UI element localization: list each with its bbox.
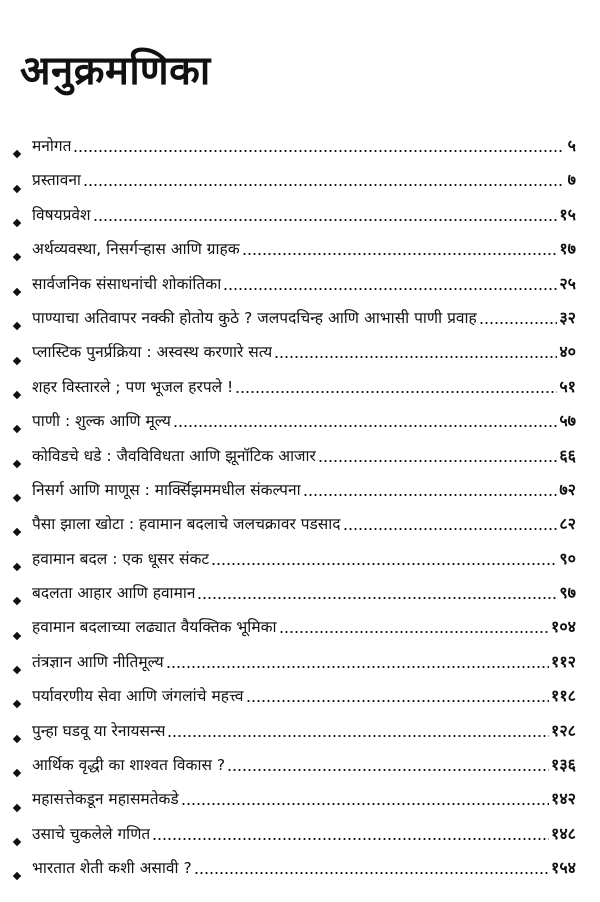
toc-entry	[14, 444, 576, 478]
dot-leader	[152, 825, 549, 841]
dot-leader	[211, 550, 557, 566]
page-number: १४२	[551, 789, 576, 809]
page-number: १५४	[551, 858, 576, 878]
entry-title: प्लास्टिक पुनर्प्रक्रिया : अस्वस्थ करणारे सत्य	[32, 343, 273, 362]
entry-title: प्रस्तावना	[32, 171, 81, 190]
diamond-bullet-icon	[13, 735, 21, 743]
dot-leader	[318, 447, 557, 463]
toc-entry	[14, 787, 576, 821]
dot-leader	[235, 378, 557, 394]
diamond-bullet-icon	[13, 563, 21, 571]
diamond-bullet-icon	[13, 184, 21, 192]
toc-entry	[14, 306, 576, 340]
diamond-bullet-icon	[13, 253, 21, 261]
toc-entry	[14, 168, 576, 202]
dot-leader	[166, 653, 549, 669]
dot-leader	[343, 516, 558, 532]
page-number: १३६	[551, 755, 576, 775]
toc-entry	[14, 822, 576, 856]
toc-entry	[14, 237, 576, 271]
toc-entry	[14, 478, 576, 512]
entry-title: पाणी : शुल्क आणि मूल्य	[32, 412, 171, 431]
toc-entry	[14, 547, 576, 581]
diamond-bullet-icon	[13, 872, 21, 880]
diamond-bullet-icon	[13, 803, 21, 811]
page-number: ५७	[559, 411, 576, 431]
dot-leader	[246, 688, 549, 704]
entry-title: भारतात शेती कशी असावी ?	[32, 859, 192, 878]
page-number: १२८	[551, 720, 576, 740]
toc-entry	[14, 203, 576, 237]
dot-leader	[279, 619, 550, 635]
toc-entry	[14, 753, 576, 787]
page-number: ५	[567, 136, 576, 155]
page-number: १७	[559, 239, 576, 259]
page-number: ६६	[559, 445, 576, 465]
page-number: ८२	[559, 514, 576, 534]
page-number: ३२	[559, 307, 576, 327]
diamond-bullet-icon	[13, 322, 21, 330]
toc-entry	[14, 409, 576, 443]
entry-title: पैसा झाला खोटा : हवामान बदलाचे जलचक्रावर पडसाद	[32, 515, 341, 534]
diamond-bullet-icon	[13, 700, 21, 708]
entry-title: कोविडचे धडे : जैवविविधता आणि झूनॉटिक आजार	[32, 446, 316, 465]
toc-entry	[14, 512, 576, 546]
entry-title: पाण्याचा अतिवापर नक्की होतोय कुठे ? जलपदचिन्ह आणि आभासी पाणी प्रवाह	[32, 308, 477, 327]
page-number: ९७	[559, 583, 576, 603]
entry-title: उसाचे चुकलेले गणित	[32, 824, 151, 843]
diamond-bullet-icon	[13, 459, 21, 467]
toc-entry	[14, 272, 576, 306]
diamond-bullet-icon	[13, 838, 21, 846]
entry-title: निसर्ग आणि माणूस : मार्क्सिझममधील संकल्पना	[32, 480, 301, 499]
dot-leader	[227, 757, 549, 773]
toc-entry	[14, 856, 576, 890]
page-number: १०४	[551, 617, 576, 637]
entry-title: सार्वजनिक संसाधनांची शोकांतिका	[32, 274, 222, 293]
dot-leader	[93, 206, 558, 222]
dot-leader	[197, 585, 557, 601]
entry-title: हवामान बदलाच्या लढ्यात वैयक्तिक भूमिका	[32, 618, 277, 637]
dot-leader	[83, 172, 562, 188]
diamond-bullet-icon	[13, 666, 21, 674]
dot-leader	[173, 413, 558, 429]
dot-leader	[73, 138, 562, 154]
toc-entry	[14, 134, 576, 168]
diamond-bullet-icon	[13, 150, 21, 158]
dot-leader	[167, 722, 549, 738]
dot-leader	[194, 860, 549, 876]
page-number: ७	[567, 170, 576, 190]
diamond-bullet-icon	[13, 528, 21, 536]
page-number: ११८	[551, 686, 576, 706]
page-number: १५	[559, 204, 576, 224]
toc-entry	[14, 650, 576, 684]
diamond-bullet-icon	[13, 494, 21, 502]
page-title: अनुक्रमणिका	[20, 47, 211, 94]
dot-leader	[274, 344, 557, 360]
dot-leader	[223, 275, 557, 291]
entry-title: आर्थिक वृद्धी का शाश्वत विकास ?	[32, 756, 226, 775]
dot-leader	[303, 481, 558, 497]
toc-entry	[14, 581, 576, 615]
entry-title: पर्यावरणीय सेवा आणि जंगलांचे महत्त्व	[32, 687, 244, 706]
toc-entry	[14, 375, 576, 409]
toc-entry	[14, 615, 576, 649]
toc-entry	[14, 719, 576, 753]
table-of-contents	[14, 134, 576, 891]
entry-title: हवामान बदल : एक धूसर संकट	[32, 549, 210, 568]
entry-title: शहर विस्तारले ; पण भूजल हरपले !	[32, 377, 234, 396]
entry-title: महासत्तेकडून महासमतेकडे	[32, 790, 179, 809]
entry-title: पुन्हा घडवू या रेनायसन्स	[32, 721, 166, 740]
page-number: २५	[559, 273, 576, 293]
entry-title: विषयप्रवेश	[32, 205, 91, 224]
toc-entry	[14, 340, 576, 374]
page-number: ५१	[559, 376, 576, 396]
toc-entry	[14, 684, 576, 718]
diamond-bullet-icon	[13, 769, 21, 777]
page-number: ९०	[559, 548, 576, 568]
page-number: १४८	[551, 823, 576, 843]
diamond-bullet-icon	[13, 219, 21, 227]
entry-title: मनोगत	[32, 137, 72, 155]
diamond-bullet-icon	[13, 356, 21, 364]
page-number: ७२	[559, 479, 576, 499]
diamond-bullet-icon	[13, 288, 21, 296]
diamond-bullet-icon	[13, 597, 21, 605]
dot-leader	[479, 309, 558, 325]
diamond-bullet-icon	[13, 631, 21, 639]
entry-title: बदलता आहार आणि हवामान	[32, 584, 196, 603]
dot-leader	[181, 791, 549, 807]
diamond-bullet-icon	[13, 391, 21, 399]
entry-title: अर्थव्यवस्था, निसर्गऱ्हास आणि ग्राहक	[32, 240, 240, 259]
dot-leader	[242, 241, 558, 257]
entry-title: तंत्रज्ञान आणि नीतिमूल्य	[32, 652, 164, 671]
page-number: ११२	[551, 651, 576, 671]
page-number: ४०	[559, 342, 576, 362]
diamond-bullet-icon	[13, 425, 21, 433]
